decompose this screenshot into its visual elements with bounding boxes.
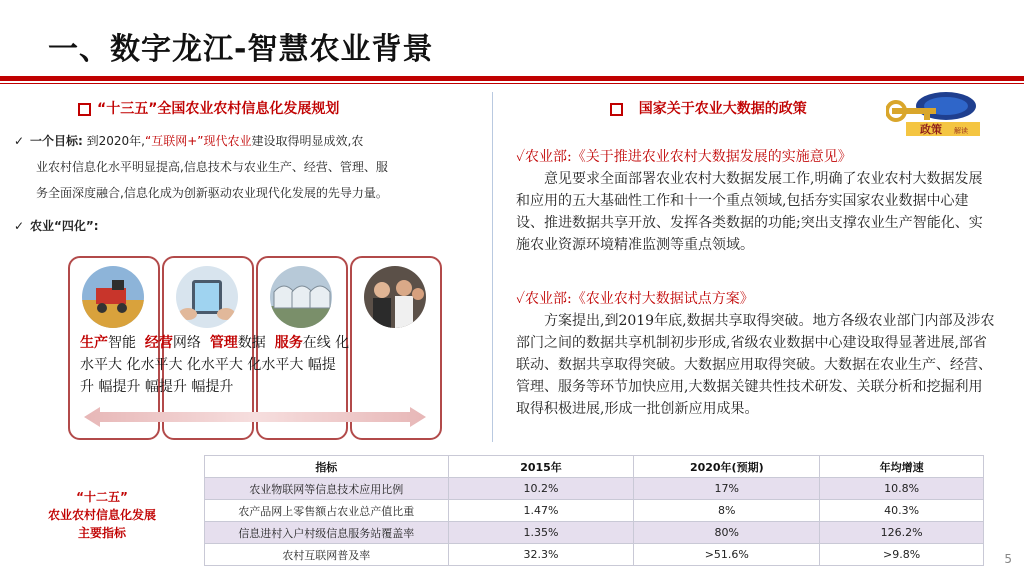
table-cell: 农产品网上零售额占农业总产值比重 [205, 500, 449, 522]
caption-management-rest: 数据 [237, 335, 266, 351]
greenhouse-photo [270, 266, 332, 328]
caption-line3: 升 幅提升 幅提升 幅提升 [80, 379, 234, 395]
right-heading-text: 国家关于农业大数据的政策 [638, 101, 807, 117]
header-2020: 2020年(预期) [634, 456, 820, 478]
table-row [205, 522, 984, 544]
caption-service-rest: 在线 化 [302, 335, 350, 351]
left-section-heading [78, 98, 339, 118]
goal-line2: 业农村信息化水平明显提高,信息技术与农业生产、经营、管理、服 [36, 160, 388, 174]
policy-1-body: 意见要求全面部署农业农村大数据发展工作,明确了农业农村大数据发展和应用的五大基础性工作和十一个重点领域,包括夯实国家农业数据中心建设、推进数据共享开放、发挥各类数据的功能;突出支撑农业生产智能化、实施农业资源环境精准监测等重点领域。 [516, 171, 983, 253]
title-rule-thin [0, 83, 1024, 84]
check-icon: ✓ [14, 134, 25, 148]
check-icon: ✓ [14, 219, 25, 233]
table-cell: 40.3% [820, 500, 984, 522]
table-cell: >9.8% [820, 544, 984, 566]
goal-line1-pre: 到2020年, [86, 134, 145, 148]
table-row [205, 544, 984, 566]
table-cell: 信息进村入户村级信息服务站覆盖率 [205, 522, 449, 544]
table-row [205, 478, 984, 500]
table-cell: 8% [634, 500, 820, 522]
side-label-line1: “十二五” [76, 490, 128, 504]
indicator-table [204, 455, 984, 566]
caption-service-hl: 服务 [274, 335, 303, 351]
header-2015: 2015年 [448, 456, 634, 478]
title-rule-thick [0, 76, 1024, 81]
policy-block-1 [516, 146, 996, 256]
table-cell: 农业物联网等信息技术应用比例 [205, 478, 449, 500]
harvester-photo [82, 266, 144, 328]
policy-block-2 [516, 288, 996, 420]
tablet-photo [176, 266, 238, 328]
table-cell: 10.8% [820, 478, 984, 500]
table-cell: 32.3% [448, 544, 634, 566]
side-label-line2: 农业农村信息化发展 [47, 508, 156, 522]
table-side-label [22, 488, 182, 542]
key-image-text: 政策 [920, 123, 942, 136]
meeting-photo [364, 266, 426, 328]
four-modernizations-cards [68, 256, 440, 438]
table-cell: 1.35% [448, 522, 634, 544]
square-bullet-icon [610, 103, 623, 116]
column-divider [492, 92, 493, 442]
goal-line1-post: 建设取得明显成效,农 [251, 134, 364, 148]
sihua-bullet [14, 213, 99, 239]
policy-2-heading: ✓农业部:《农业农村大数据试点方案》 [516, 291, 754, 307]
table-cell: 10.2% [448, 478, 634, 500]
table-cell: 17% [634, 478, 820, 500]
left-heading-text: “十三五”全国农业农村信息化发展规划 [97, 101, 340, 117]
goal-label: 一个目标: [30, 134, 83, 148]
table-cell: 80% [634, 522, 820, 544]
header-growth: 年均增速 [820, 456, 984, 478]
goal-line3: 务全面深度融合,信息化成为创新驱动农业现代化发展的先导力量。 [36, 186, 388, 200]
double-arrow-icon [84, 406, 426, 428]
caption-operation-hl: 经营 [144, 335, 173, 351]
caption-management-hl: 管理 [209, 335, 238, 351]
caption-production-hl: 生产 [80, 335, 108, 351]
table-cell: 1.47% [448, 500, 634, 522]
header-indicator: 指标 [205, 456, 449, 478]
table-header-row [205, 456, 984, 478]
policy-2-body: 方案提出,到2019年底,数据共享取得突破。地方各级农业部门内部及涉农部门之间的数据共享机制初步形成,省级农业数据中心建设取得显著进展,部省联动、数据共享取得突破。大数据应用取得突破。大数据在农业生产、经营、管理、服务等环节加快应用,大数据关键共性技术研发、关联分析和挖掘利用取得积极进展,形成一批创新应用成果。 [516, 313, 995, 417]
table-cell: >51.6% [634, 544, 820, 566]
policy-key-image [886, 86, 982, 138]
sihua-label: 农业“四化”: [30, 219, 99, 233]
page-title: 一、数字龙江-智慧农业背景 [48, 32, 434, 67]
table-row [205, 500, 984, 522]
table-cell: 农村互联网普及率 [205, 544, 449, 566]
side-label-line3: 主要指标 [77, 526, 126, 540]
square-bullet-icon [78, 103, 91, 116]
cards-caption [80, 332, 440, 398]
caption-production-rest: 智能 [108, 335, 136, 351]
caption-line2: 水平大 化水平大 化水平大 化水平大 幅提 [80, 357, 336, 373]
key-image-small: 解读 [954, 127, 968, 135]
goal-highlight: “互联网+”现代农业 [145, 134, 252, 148]
caption-operation-rest: 网络 [172, 335, 201, 351]
page-number: 5 [1004, 552, 1012, 566]
policy-1-heading: ✓农业部:《关于推进农业农村大数据发展的实施意见》 [516, 149, 852, 165]
goal-bullet [14, 128, 484, 206]
right-section-heading [610, 98, 807, 118]
table-cell: 126.2% [820, 522, 984, 544]
